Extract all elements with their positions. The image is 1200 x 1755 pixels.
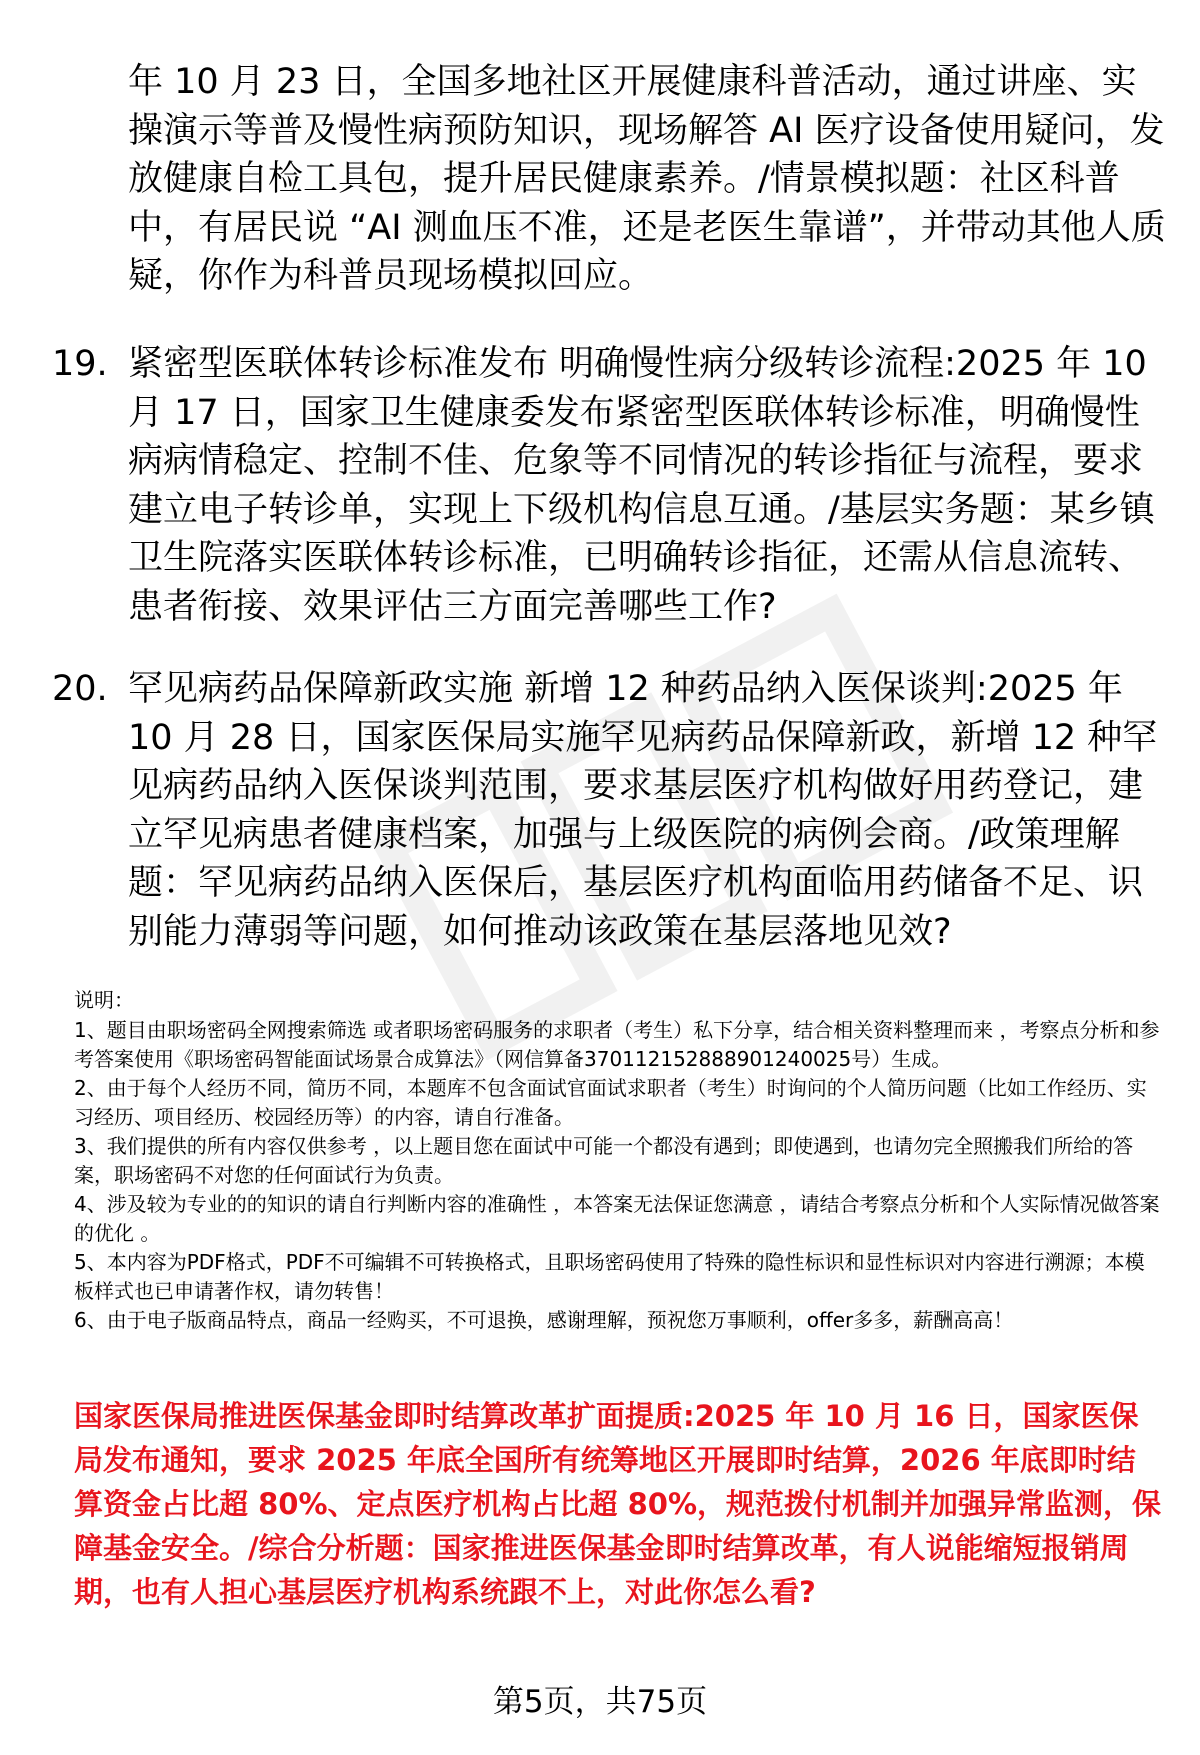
question-19 — [52, 340, 1172, 631]
notes-title: 说明： — [74, 988, 134, 1012]
notes-section — [74, 986, 1164, 1335]
question-text: 紧密型医联体转诊标准发布 明确慢性病分级转诊流程:2025 年 10 月 17 日，国家卫生健康委发布紧密型医联体转诊标准，明确慢性病病情稳定、控制不佳、危象等不同情况的转诊指征与流程，要求建立电子转诊单，实现上下级机构信息互通。/基层实务题：某乡镇卫生院落实医联体转诊标准，已明确转诊指征，还需从信息流转、患者衔接、效果评估三方面完善哪些工作? — [128, 344, 1155, 627]
question-20 — [52, 665, 1172, 956]
note-item: 2、由于每个人经历不同，简历不同，本题库不包含面试官面试求职者（考生）时询问的个人简历问题（比如工作经历、实习经历、项目经历、校园经历等）的内容，请自行准备。 — [74, 1076, 1147, 1129]
page-number-footer: 第5页，共75页 — [492, 1684, 708, 1720]
featured-question: 国家医保局推进医保基金即时结算改革扩面提质:2025 年 10 月 16 日，国家医保局发布通知，要求 2025 年底全国所有统筹地区开展即时结算，2026 年底即时结算资金占比超 80%、定点医疗机构占比超 80%，规范拨付机制并加强异常监测，保障基金安全。/综合分析题：国家推进医保基金即时结算改革，有人说能缩短报销周期，也有人担心基层医疗机构系统跟不上，对此你怎么看? — [74, 1399, 1162, 1609]
note-item: 1、题目由职场密码全网搜索筛选 或者职场密码服务的求职者（考生）私下分享，结合相关资料整理而来 ，考察点分析和参考答案使用《职场密码智能面试场景合成算法》（网信算备370112152888901240025号）生成。 — [74, 1018, 1160, 1071]
note-item: 3、我们提供的所有内容仅供参考 ，以上题目您在面试中可能一个都没有遇到；即使遇到，也请勿完全照搬我们所给的答案，职场密码不对您的任何面试行为负责。 — [74, 1134, 1134, 1187]
note-item: 4、涉及较为专业的的知识的请自行判断内容的准确性 ，本答案无法保证您满意 ，请结合考察点分析和个人实际情况做答案的优化 。 — [74, 1192, 1160, 1245]
question-number: 20. — [52, 669, 108, 709]
note-item: 6、由于电子版商品特点，商品一经购买，不可退换，感谢理解，预祝您万事顺利，offer多多，薪酬高高！ — [74, 1308, 1014, 1332]
note-item: 5、本内容为PDF格式，PDF不可编辑不可转换格式，且职场密码使用了特殊的隐性标识和显性标识对内容进行溯源；本模板样式也已申请著作权，请勿转售！ — [74, 1250, 1145, 1303]
question-18-continuation: 年 10 月 23 日，全国多地社区开展健康科普活动，通过讲座、实操演示等普及慢性病预防知识，现场解答 AI 医疗设备使用疑问，发放健康自检工具包，提升居民健康素养。/情景模拟题：社区科普中，有居民说 “AI 测血压不准，还是老医生靠谱”，并带动其他人质疑，你作为科普员现场模拟回应。 — [128, 62, 1166, 296]
question-text: 罕见病药品保障新政实施 新增 12 种药品纳入医保谈判:2025 年 10 月 28 日，国家医保局实施罕见病药品保障新政，新增 12 种罕见病药品纳入医保谈判范围，要求基层医疗机构做好用药登记，建立罕见病患者健康档案，加强与上级医院的病例会商。/政策理解题：罕见病药品纳入医保后，基层医疗机构面临用药储备不足、识别能力薄弱等问题，如何推动该政策在基层落地见效? — [128, 669, 1158, 952]
question-number: 19. — [52, 344, 108, 384]
